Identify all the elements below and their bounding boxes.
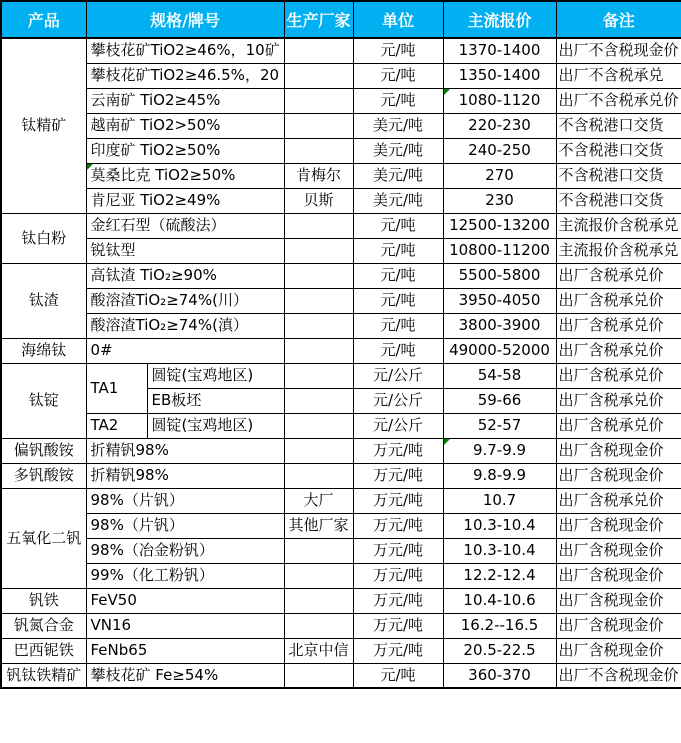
product-cell: 海绵钛: [1, 338, 86, 363]
price-cell: 3800-3900: [443, 313, 556, 338]
note-cell: 不含税港口交货: [556, 188, 681, 213]
product-cell: 钒铁: [1, 588, 86, 613]
header-price: 主流报价: [443, 1, 556, 38]
header-spec: 规格/牌号: [86, 1, 284, 38]
price-cell: 9.8-9.9: [443, 463, 556, 488]
product-cell: 钒氮合金: [1, 613, 86, 638]
price-cell: 360-370: [443, 663, 556, 688]
table-row: [1, 113, 681, 138]
product-cell: 钛白粉: [1, 213, 86, 263]
table-row: [1, 63, 681, 88]
manufacturer-cell: [284, 238, 353, 263]
manufacturer-cell: [284, 538, 353, 563]
product-cell: 五氧化二钒: [1, 488, 86, 588]
spec-cell: 0#: [86, 338, 284, 363]
unit-cell: 万元/吨: [353, 538, 443, 563]
manufacturer-cell: [284, 38, 353, 63]
price-cell: 10.3-10.4: [443, 513, 556, 538]
table-row: [1, 463, 681, 488]
table-row: [1, 438, 681, 463]
unit-cell: 美元/吨: [353, 188, 443, 213]
price-cell: 49000-52000: [443, 338, 556, 363]
price-cell: 12.2-12.4: [443, 563, 556, 588]
manufacturer-cell: 北京中信: [284, 638, 353, 663]
manufacturer-cell: [284, 563, 353, 588]
price-cell: 10.7: [443, 488, 556, 513]
unit-cell: 万元/吨: [353, 438, 443, 463]
unit-cell: 元/吨: [353, 63, 443, 88]
spec-cell: 攀枝花矿 Fe≥54%: [86, 663, 284, 688]
spec-cell: 云南矿 TiO2≥45%: [86, 88, 284, 113]
table-row: [1, 38, 681, 63]
header-manufacturer: 生产厂家: [284, 1, 353, 38]
table-row: [1, 488, 681, 513]
manufacturer-cell: [284, 663, 353, 688]
unit-cell: 元/吨: [353, 338, 443, 363]
manufacturer-cell: 贝斯: [284, 188, 353, 213]
price-cell: 10.4-10.6: [443, 588, 556, 613]
unit-cell: 美元/吨: [353, 138, 443, 163]
table-row: [1, 88, 681, 113]
manufacturer-cell: [284, 588, 353, 613]
note-cell: 出厂含税现金价: [556, 613, 681, 638]
note-cell: 出厂不含税承兑价: [556, 88, 681, 113]
unit-cell: 元/吨: [353, 213, 443, 238]
price-cell: 16.2--16.5: [443, 613, 556, 638]
unit-cell: 元/吨: [353, 238, 443, 263]
unit-cell: 元/吨: [353, 38, 443, 63]
spec-cell-comment-flag: 莫桑比克 TiO2≥50%: [86, 163, 284, 188]
table-row: [1, 538, 681, 563]
table-row: [1, 138, 681, 163]
price-cell: 3950-4050: [443, 288, 556, 313]
note-cell: 出厂含税现金价: [556, 513, 681, 538]
spec-cell: 折精钒98%: [86, 438, 284, 463]
price-cell: 5500-5800: [443, 263, 556, 288]
table-row: [1, 638, 681, 663]
price-cell: 10800-11200: [443, 238, 556, 263]
unit-cell: 元/吨: [353, 313, 443, 338]
note-cell: 出厂含税承兑价: [556, 338, 681, 363]
note-cell: 出厂含税承兑价: [556, 263, 681, 288]
unit-cell: 万元/吨: [353, 488, 443, 513]
unit-cell: 元/吨: [353, 263, 443, 288]
table-row: [1, 263, 681, 288]
spec-cell: 98%（片钒）: [86, 488, 284, 513]
manufacturer-cell: [284, 113, 353, 138]
unit-cell: 万元/吨: [353, 513, 443, 538]
table-row: [1, 588, 681, 613]
manufacturer-cell: [284, 413, 353, 438]
unit-cell: 元/吨: [353, 88, 443, 113]
note-cell: 出厂含税现金价: [556, 638, 681, 663]
manufacturer-cell: 其他厂家: [284, 513, 353, 538]
unit-cell: 万元/吨: [353, 563, 443, 588]
spec-cell: 印度矿 TiO2≥50%: [86, 138, 284, 163]
spec-cell: FeV50: [86, 588, 284, 613]
spec-cell: FeNb65: [86, 638, 284, 663]
table-row: [1, 363, 681, 388]
price-cell: 20.5-22.5: [443, 638, 556, 663]
product-cell: 钛渣: [1, 263, 86, 338]
grade-cell: TA1: [86, 363, 147, 413]
note-cell: 出厂含税现金价: [556, 438, 681, 463]
unit-cell: 万元/吨: [353, 463, 443, 488]
price-cell: 1370-1400: [443, 38, 556, 63]
unit-cell: 万元/吨: [353, 588, 443, 613]
spec-cell: 酸溶渣TiO₂≥74%(滇）: [86, 313, 284, 338]
note-cell: 出厂含税承兑价: [556, 488, 681, 513]
spec-cell: EB板坯: [147, 388, 284, 413]
price-cell: 12500-13200: [443, 213, 556, 238]
table-row: [1, 663, 681, 688]
manufacturer-cell: [284, 138, 353, 163]
note-cell: 出厂含税承兑价: [556, 413, 681, 438]
manufacturer-cell: [284, 263, 353, 288]
spec-cell: 酸溶渣TiO₂≥74%(川）: [86, 288, 284, 313]
manufacturer-cell: [284, 313, 353, 338]
note-cell: 出厂不含税现金价: [556, 38, 681, 63]
spec-cell: 肯尼亚 TiO2≥49%: [86, 188, 284, 213]
product-cell: 偏钒酸铵: [1, 438, 86, 463]
note-cell: 出厂含税承兑价: [556, 313, 681, 338]
table-row: [1, 413, 681, 438]
note-cell: 出厂含税承兑价: [556, 288, 681, 313]
spec-cell: 圆锭(宝鸡地区): [147, 413, 284, 438]
price-cell: 1350-1400: [443, 63, 556, 88]
note-cell: 不含税港口交货: [556, 163, 681, 188]
manufacturer-cell: [284, 463, 353, 488]
price-cell: 59-66: [443, 388, 556, 413]
manufacturer-cell: [284, 288, 353, 313]
note-cell: 主流报价含税承兑: [556, 238, 681, 263]
spec-cell: 越南矿 TiO2>50%: [86, 113, 284, 138]
unit-cell: 美元/吨: [353, 163, 443, 188]
table-row: [1, 563, 681, 588]
spec-cell: 98%（片钒）: [86, 513, 284, 538]
table-row: [1, 313, 681, 338]
spec-cell: 高钛渣 TiO₂≥90%: [86, 263, 284, 288]
spec-cell: 圆锭(宝鸡地区): [147, 363, 284, 388]
unit-cell: 元/公斤: [353, 413, 443, 438]
table-row: [1, 238, 681, 263]
note-cell: 主流报价含税承兑: [556, 213, 681, 238]
price-cell: 230: [443, 188, 556, 213]
manufacturer-cell: 大厂: [284, 488, 353, 513]
unit-cell: 元/吨: [353, 663, 443, 688]
unit-cell: 美元/吨: [353, 113, 443, 138]
spec-cell: 金红石型（硫酸法）: [86, 213, 284, 238]
price-cell-comment-flag: 1080-1120: [443, 88, 556, 113]
note-cell: 出厂不含税现金价: [556, 663, 681, 688]
table-row: [1, 163, 681, 188]
spec-cell: 锐钛型: [86, 238, 284, 263]
product-cell: 巴西铌铁: [1, 638, 86, 663]
note-cell: 不含税港口交货: [556, 113, 681, 138]
note-cell: 出厂含税承兑价: [556, 363, 681, 388]
spec-cell: VN16: [86, 613, 284, 638]
manufacturer-cell: 肯梅尔: [284, 163, 353, 188]
manufacturer-cell: [284, 388, 353, 413]
spec-cell: 99%（化工粉钒）: [86, 563, 284, 588]
spec-cell: 折精钒98%: [86, 463, 284, 488]
manufacturer-cell: [284, 363, 353, 388]
manufacturer-cell: [284, 88, 353, 113]
unit-cell: 万元/吨: [353, 613, 443, 638]
note-cell: 出厂含税现金价: [556, 463, 681, 488]
table-row: [1, 613, 681, 638]
table-row: [1, 513, 681, 538]
manufacturer-cell: [284, 338, 353, 363]
table-row: [1, 188, 681, 213]
spec-cell: 98%（冶金粉钒）: [86, 538, 284, 563]
note-cell: 出厂含税现金价: [556, 538, 681, 563]
note-cell: 出厂含税承兑价: [556, 388, 681, 413]
product-cell: 钒钛铁精矿: [1, 663, 86, 688]
manufacturer-cell: [284, 438, 353, 463]
price-cell-comment-flag: 9.7-9.9: [443, 438, 556, 463]
note-cell: 出厂含税现金价: [556, 588, 681, 613]
unit-cell: 万元/吨: [353, 638, 443, 663]
note-cell: 出厂不含税承兑: [556, 63, 681, 88]
price-cell: 10.3-10.4: [443, 538, 556, 563]
product-cell: 钛精矿: [1, 38, 86, 213]
header-unit: 单位: [353, 1, 443, 38]
table-row: [1, 213, 681, 238]
note-cell: 出厂含税现金价: [556, 563, 681, 588]
spec-cell: 攀枝花矿TiO2≥46.5%，20: [86, 63, 284, 88]
product-cell: 钛锭: [1, 363, 86, 438]
price-cell: 270: [443, 163, 556, 188]
table-row: [1, 288, 681, 313]
unit-cell: 元/吨: [353, 288, 443, 313]
price-cell: 240-250: [443, 138, 556, 163]
header-product: 产品: [1, 1, 86, 38]
price-cell: 54-58: [443, 363, 556, 388]
note-cell: 不含税港口交货: [556, 138, 681, 163]
product-cell: 多钒酸铵: [1, 463, 86, 488]
table-row: [1, 338, 681, 363]
grade-cell: TA2: [86, 413, 147, 438]
manufacturer-cell: [284, 613, 353, 638]
unit-cell: 元/公斤: [353, 363, 443, 388]
spec-cell: 攀枝花矿TiO2≥46%，10矿: [86, 38, 284, 63]
unit-cell: 元/公斤: [353, 388, 443, 413]
header-row: [1, 1, 681, 38]
manufacturer-cell: [284, 63, 353, 88]
price-cell: 52-57: [443, 413, 556, 438]
header-note: 备注: [556, 1, 681, 38]
manufacturer-cell: [284, 213, 353, 238]
price-cell: 220-230: [443, 113, 556, 138]
